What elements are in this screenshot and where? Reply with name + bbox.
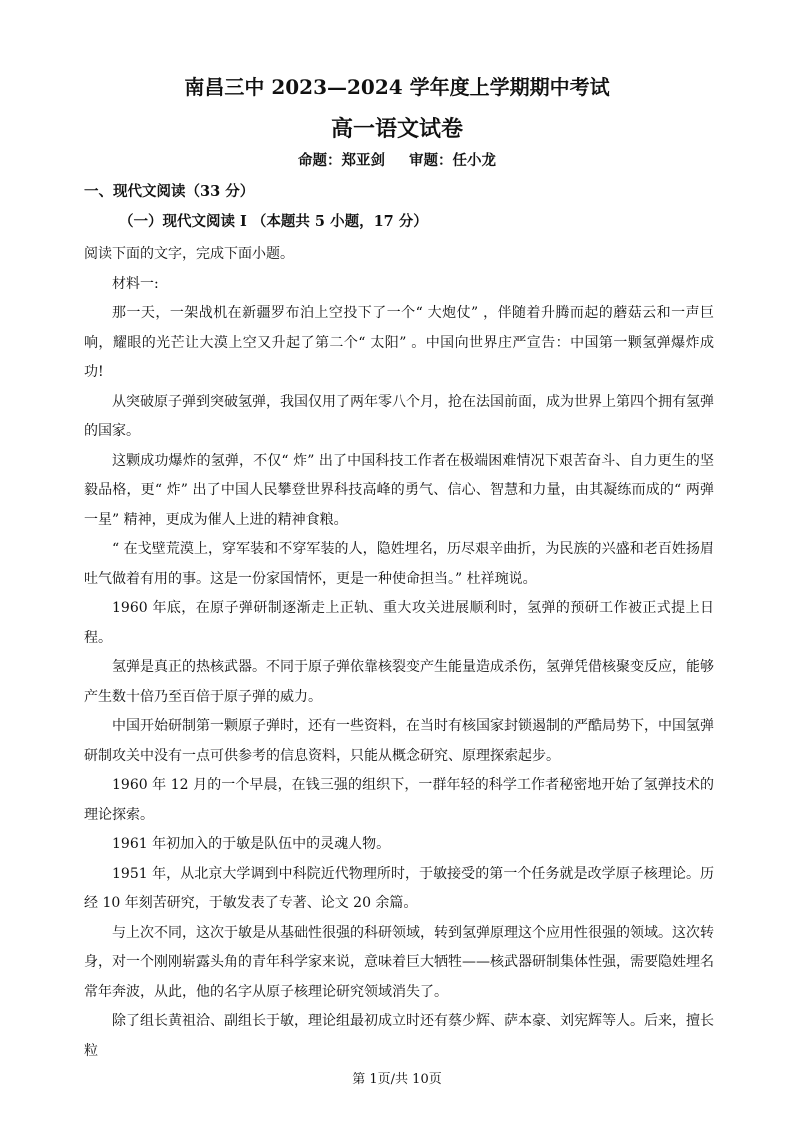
reading-passage	[84, 240, 714, 1066]
material-label: 材料一:	[112, 275, 159, 292]
passage-paragraph: 1961 年初加入的于敏是队伍中的灵魂人物。	[112, 836, 391, 852]
question-reviewer: 审题：任小龙	[409, 152, 496, 169]
passage-paragraph: 1951 年，从北京大学调到中科院近代物理所时，于敏接受的第一个任务就是改学原子核理论。历经 10 年刻苦研究，于敏发表了专著、论文 20 余篇。	[84, 865, 714, 911]
exam-subtitle: 高一语文试卷	[330, 116, 463, 142]
passage-paragraph: 这颗成功爆炸的氢弹，不仅“ 炸” 出了中国科技工作者在极端困难情况下艰苦奋斗、自力更生的坚毅品格，更“ 炸” 出了中国人民攀登世界科技高峰的勇气、信心、智慧和力量，由其凝练而成的“ 两弹一星” 精神，更成为催人上进的精神食粮。	[84, 452, 714, 528]
exam-credits	[0, 150, 794, 172]
instruction-paragraph: 阅读下面的文字，完成下面小题。	[84, 246, 294, 262]
passage-paragraph: 与上次不同，这次于敏是从基础性很强的科研领域，转到氢弹原理这个应用性很强的领域。这次转身，对一个刚刚崭露头角的青年科学家来说，意味着巨大牺牲——核武器研制集体性强，需要隐姓埋名常年奔波，从此，他的名字从原子核理论研究领域消失了。	[84, 924, 714, 1000]
subsection-heading: （一）现代文阅读 I （本题共 5 小题，17 分）	[119, 213, 428, 230]
passage-paragraph: 氢弹是真正的热核武器。不同于原子弹依靠核裂变产生能量造成杀伤，氢弹凭借核聚变反应，能够产生数十倍乃至百倍于原子弹的威力。	[84, 659, 714, 705]
question-setter: 命题：郑亚剑	[298, 152, 385, 169]
passage-paragraph: 除了组长黄祖洽、副组长于敏，理论组最初成立时还有蔡少辉、萨本豪、刘宪辉等人。后来，擅长粒	[84, 1013, 714, 1059]
passage-paragraph: “ 在戈壁荒漠上，穿军装和不穿军装的人，隐姓埋名，历尽艰辛曲折，为民族的兴盛和老百姓扬眉吐气做着有用的事。这是一份家国情怀，更是一种使命担当。” 杜祥琬说。	[84, 541, 714, 587]
passage-paragraph: 那一天，一架战机在新疆罗布泊上空投下了一个“ 大炮仗” ，伴随着升腾而起的蘑菇云和一声巨响，耀眼的光芒让大漠上空又升起了第二个“ 太阳” 。中国向世界庄严宣告：中国第一颗氢弹爆炸成功!	[84, 305, 714, 380]
passage-paragraph: 1960 年底，在原子弹研制逐渐走上正轨、重大攻关进展顺利时，氢弹的预研工作被正式提上日程。	[84, 600, 714, 646]
passage-paragraph: 从突破原子弹到突破氢弹，我国仅用了两年零八个月，抢在法国前面，成为世界上第四个拥有氢弹的国家。	[84, 393, 714, 439]
page-number: 第 1页/共 10页	[352, 1072, 442, 1087]
passage-paragraph: 1960 年 12 月的一个早晨，在钱三强的组织下，一群年轻的科学工作者秘密地开始了氢弹技术的理论探索。	[84, 777, 714, 823]
section-heading: 一、现代文阅读（33 分）	[84, 183, 255, 200]
passage-paragraph: 中国开始研制第一颗原子弹时，还有一些资料，在当时有核国家封锁遏制的严酷局势下，中国氢弹研制攻关中没有一点可供参考的信息资料，只能从概念研究、原理探索起步。	[84, 718, 714, 764]
exam-title: 南昌三中 2023—2024 学年度上学期期中考试	[184, 75, 610, 99]
